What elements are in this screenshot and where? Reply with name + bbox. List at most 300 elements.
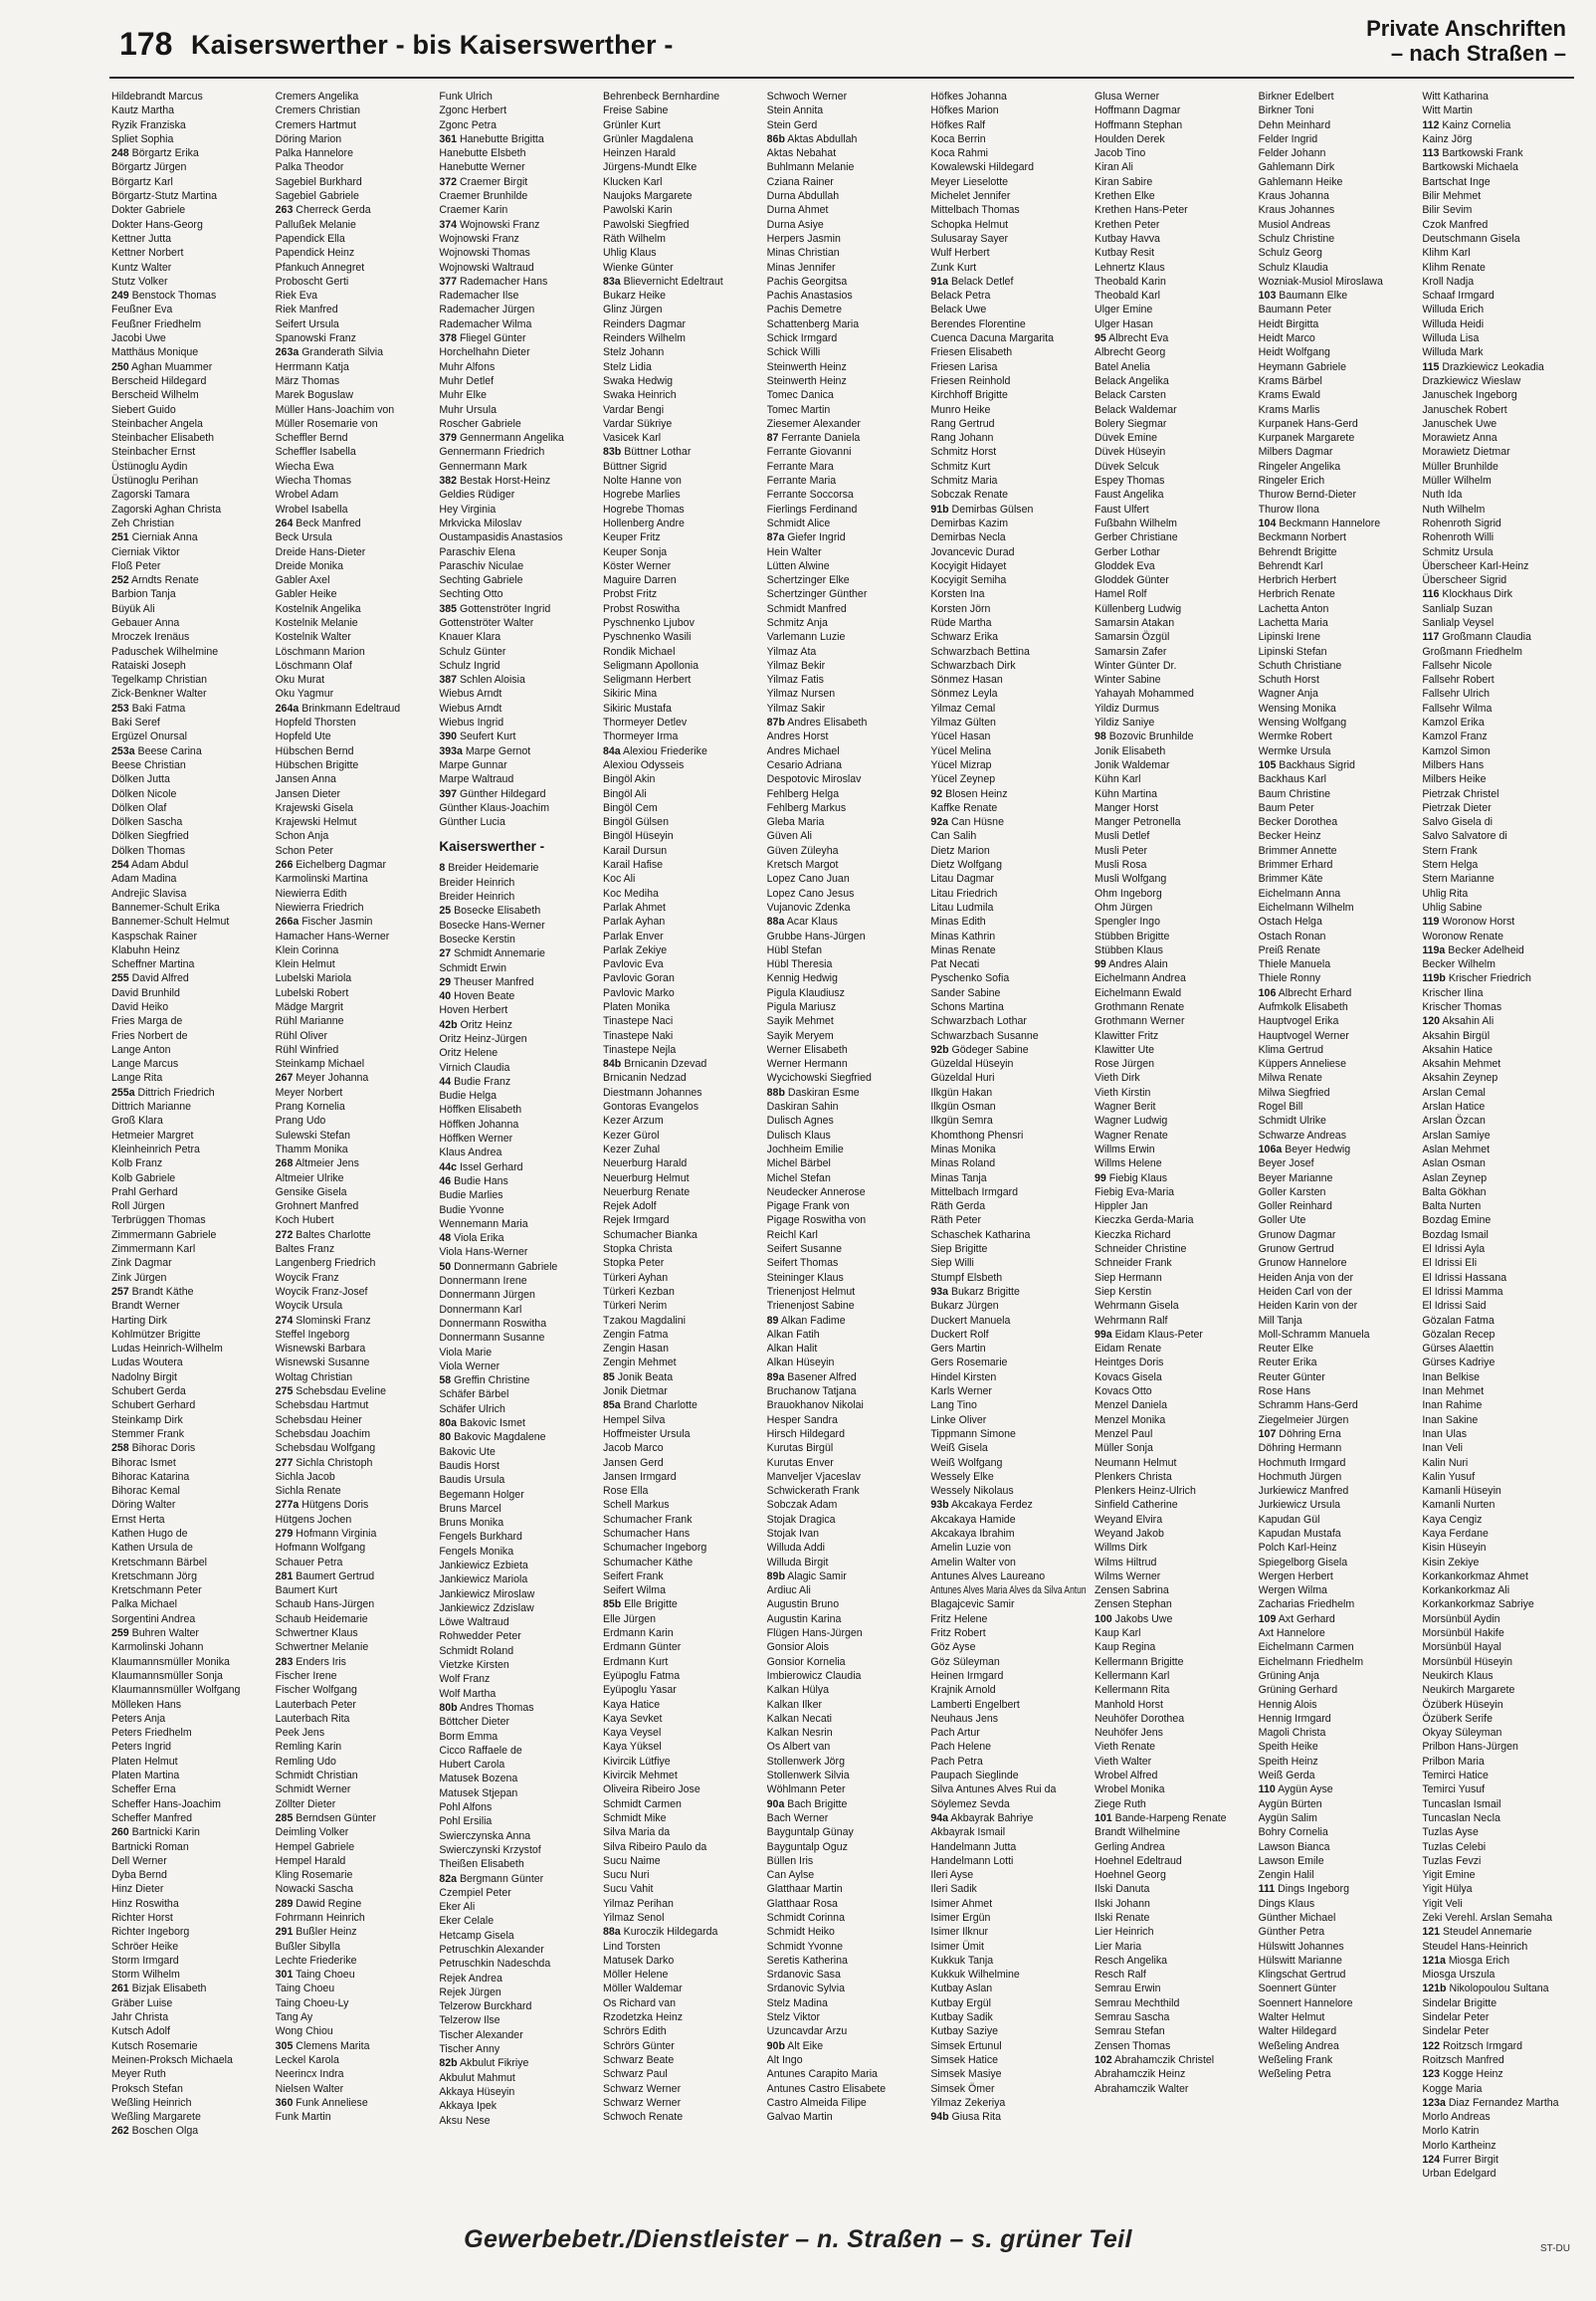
directory-entry: [111, 1413, 268, 1427]
house-number: 104: [1258, 517, 1277, 529]
directory-entry: [439, 602, 595, 616]
directory-entry: [1095, 1171, 1251, 1185]
directory-entry: [276, 261, 432, 275]
resident-name: Gözalan Fatma: [1422, 1314, 1495, 1327]
resident-name: Gottenströter Ingrid: [459, 602, 551, 615]
directory-entry: [603, 1755, 759, 1769]
directory-entry: [1422, 702, 1578, 716]
resident-name: Kennig Hedwig: [766, 972, 838, 985]
resident-name: Alkan Halit: [766, 1343, 818, 1356]
resident-name: Arslan Hatice: [1422, 1101, 1486, 1114]
resident-name: Wagner Renate: [1095, 1129, 1168, 1142]
directory-entry: [1095, 1199, 1251, 1213]
resident-name: Prang Udo: [275, 1115, 326, 1128]
resident-name: Kutbay Resit: [1095, 247, 1155, 260]
directory-entry: [1422, 189, 1578, 203]
directory-entry: [767, 1484, 923, 1498]
directory-entry: [1422, 460, 1578, 474]
directory-entry: [1259, 445, 1415, 459]
directory-entry: [1095, 503, 1251, 517]
resident-name: Jansen Dieter: [275, 787, 341, 800]
directory-entry: [276, 559, 432, 573]
resident-name: Dehn Meinhard: [1258, 118, 1331, 131]
directory-entry: [1095, 545, 1251, 559]
directory-entry: [276, 175, 432, 189]
directory-entry: [439, 1188, 595, 1202]
resident-name: Kutbay Sadik: [930, 2011, 993, 2024]
directory-entry: [276, 573, 432, 587]
resident-name: Börgartz-Stutz Martina: [111, 190, 217, 203]
resident-name: Berendes Florentine: [930, 317, 1026, 330]
resident-name: Kurutas Enver: [766, 1456, 834, 1469]
resident-name: Aksu Nese: [439, 2114, 491, 2127]
resident-name: Jankiewicz Ezbieta: [439, 1559, 528, 1571]
resident-name: Dulisch Klaus: [766, 1129, 831, 1142]
resident-name: Abrahamczik Heinz: [1095, 2068, 1186, 2081]
resident-name: Krethen Hans-Peter: [1095, 204, 1188, 217]
resident-name: Axt Gerhard: [1278, 1612, 1335, 1625]
directory-entry: [930, 1014, 1087, 1028]
resident-name: Wojnowski Waltraud: [439, 261, 534, 274]
resident-name: Fallsehr Robert: [1422, 674, 1495, 687]
resident-name: Fiebig Klaus: [1108, 1171, 1168, 1184]
directory-entry: [111, 1156, 268, 1170]
directory-entry: [1095, 1740, 1251, 1754]
resident-name: Ilski Johann: [1095, 1897, 1150, 1910]
directory-entry: [930, 1882, 1087, 1896]
resident-name: Kamzol Simon: [1422, 744, 1491, 757]
resident-name: Buhren Walter: [131, 1627, 199, 1640]
directory-entry: [1422, 1057, 1578, 1071]
directory-entry: [276, 1484, 432, 1498]
resident-name: Wehrmann Ralf: [1095, 1314, 1168, 1327]
resident-name: Gürses Kadriye: [1422, 1357, 1496, 1369]
resident-name: Demirbas Gülsen: [951, 503, 1034, 516]
directory-entry: [111, 1213, 268, 1227]
directory-entry: [111, 673, 268, 687]
directory-entry: [439, 203, 595, 217]
resident-name: Gennermann Angelika: [459, 432, 564, 445]
directory-entry: [1095, 1285, 1251, 1299]
resident-name: Bihorac Kemal: [111, 1485, 180, 1498]
directory-entry: [1422, 246, 1578, 260]
directory-entry: [1422, 118, 1578, 132]
house-number: 94b: [930, 2111, 949, 2124]
resident-name: Krams Bärbel: [1258, 374, 1322, 387]
resident-name: Akbulut Fikriye: [459, 2057, 529, 2070]
resident-name: Wisnewski Barbara: [275, 1343, 366, 1356]
resident-name: Heymann Gabriele: [1258, 360, 1346, 373]
directory-entry: [276, 104, 432, 117]
resident-name: Czok Manfred: [1422, 218, 1489, 231]
resident-name: Büttner Lothar: [624, 446, 692, 459]
directory-entry: [930, 1541, 1087, 1555]
directory-entry: [1422, 1086, 1578, 1100]
resident-name: Birkner Edelbert: [1258, 91, 1334, 103]
resident-name: Weßling Heinrich: [111, 2096, 192, 2109]
directory-entry: [767, 957, 923, 971]
resident-name: Dokter Hans-Georg: [111, 218, 203, 231]
directory-entry: [1422, 559, 1578, 573]
directory-entry: [1095, 1029, 1251, 1043]
directory-entry: [1095, 445, 1251, 459]
resident-name: Ludas Woutera: [111, 1357, 183, 1369]
directory-entry: [603, 1114, 759, 1128]
directory-entry: [276, 246, 432, 260]
resident-name: Koc Ali: [603, 873, 636, 886]
resident-name: Plenkers Christa: [1095, 1470, 1172, 1483]
directory-entry: [767, 417, 923, 431]
directory-entry: [930, 1556, 1087, 1569]
directory-entry: [767, 503, 923, 517]
resident-name: Zöllter Dieter: [275, 1797, 336, 1810]
directory-entry: [1422, 787, 1578, 801]
directory-entry: [276, 388, 432, 402]
resident-name: Januschek Uwe: [1422, 417, 1497, 430]
resident-name: Marpe Gernot: [465, 744, 531, 757]
resident-name: Gabler Heike: [275, 588, 337, 601]
directory-entry: [603, 1185, 759, 1199]
directory-entry: [1422, 1811, 1578, 1825]
directory-entry: [603, 1498, 759, 1512]
resident-name: Özüberk Serife: [1422, 1712, 1493, 1725]
resident-name: Krischer Ilina: [1422, 986, 1484, 999]
directory-entry: [276, 1427, 432, 1441]
directory-entry: [603, 1925, 759, 1939]
resident-name: Heidt Marco: [1258, 332, 1315, 345]
resident-name: Hanebutte Elsbeth: [439, 147, 526, 160]
directory-entry: [276, 957, 432, 971]
directory-entry: [1259, 1029, 1415, 1043]
directory-entry: [767, 2110, 923, 2124]
resident-name: Prahl Gerhard: [111, 1185, 178, 1198]
resident-name: Galvao Martin: [766, 2111, 833, 2124]
resident-name: Willms Helene: [1095, 1157, 1162, 1170]
resident-name: Morlo Kartheinz: [1422, 2139, 1496, 2152]
directory-entry: [1422, 1456, 1578, 1470]
resident-name: Kalin Yusuf: [1422, 1470, 1476, 1483]
resident-name: Januschek Robert: [1422, 403, 1507, 416]
resident-name: Isimer Ilknur: [930, 1926, 989, 1939]
directory-entry: [439, 1118, 595, 1132]
resident-name: Plenkers Heinz-Ulrich: [1095, 1485, 1196, 1498]
resident-name: Grubbe Hans-Jürgen: [766, 930, 866, 942]
directory-entry: [1422, 360, 1578, 374]
directory-entry: [930, 1398, 1087, 1412]
directory-entry: [1259, 1640, 1415, 1654]
resident-name: Willuda Lisa: [1422, 332, 1480, 345]
resident-name: Augustin Karina: [766, 1612, 842, 1625]
resident-name: Aksahin Ali: [1442, 1015, 1495, 1028]
resident-name: Hopfeld Ute: [275, 731, 331, 743]
directory-entry: [111, 858, 268, 872]
directory-entry: [603, 1484, 759, 1498]
directory-entry: [111, 289, 268, 303]
resident-name: Lubelski Mariola: [275, 972, 352, 985]
directory-entry: [1422, 90, 1578, 104]
resident-name: Heidt Birgitta: [1258, 317, 1319, 330]
resident-name: Musli Rosa: [1095, 859, 1147, 872]
resident-name: Wozniak-Musiol Miroslawa: [1258, 275, 1383, 288]
directory-entry: [767, 844, 923, 858]
directory-entry: [603, 445, 759, 459]
house-number: 261: [111, 1983, 129, 1995]
resident-name: Hochmuth Jürgen: [1258, 1470, 1342, 1483]
resident-name: Ilkgün Hakan: [930, 1086, 993, 1099]
directory-entry: [276, 1314, 432, 1328]
directory-entry: [439, 403, 595, 417]
resident-name: Mittelbach Thomas: [930, 204, 1020, 217]
directory-entry: [439, 160, 595, 174]
resident-name: Reinders Dagmar: [603, 317, 687, 330]
directory-entry: [1422, 1513, 1578, 1527]
resident-name: Wiecha Thomas: [275, 475, 352, 488]
directory-entry: [1422, 2010, 1578, 2024]
resident-name: Vietzke Kirsten: [439, 1659, 509, 1672]
directory-entry: [1259, 1996, 1415, 2010]
resident-name: Bosecke Kerstin: [439, 933, 515, 945]
resident-name: Sulusaray Sayer: [930, 232, 1009, 245]
resident-name: Gennermann Mark: [439, 460, 527, 473]
resident-name: Wiecha Ewa: [275, 460, 334, 473]
resident-name: Arslan Samiye: [1422, 1129, 1491, 1142]
resident-name: Hochmuth Irmgard: [1258, 1456, 1346, 1469]
directory-entry: [1259, 1427, 1415, 1441]
resident-name: Vujanovic Zdenka: [766, 901, 851, 914]
resident-name: Castro Almeida Filipe: [766, 2096, 867, 2109]
resident-name: Heiden Anja von der: [1258, 1271, 1354, 1284]
directory-entry: [111, 1811, 268, 1825]
directory-entry: [603, 687, 759, 701]
directory-entry: [1422, 1071, 1578, 1085]
directory-entry: [276, 702, 432, 716]
resident-name: Grothmann Renate: [1095, 1001, 1185, 1013]
directory-entry: [1422, 1840, 1578, 1854]
directory-entry: [1095, 1655, 1251, 1669]
directory-entry: [767, 1242, 923, 1256]
directory-entry: [767, 943, 923, 957]
house-number: 268: [275, 1157, 294, 1170]
resident-name: Faust Ulfert: [1095, 503, 1149, 516]
directory-entry: [1095, 1398, 1251, 1412]
directory-entry: [1259, 1171, 1415, 1185]
directory-entry: [1259, 602, 1415, 616]
directory-entry: [439, 488, 595, 502]
resident-name: Papendick Heinz: [275, 247, 355, 260]
house-number: 281: [275, 1569, 294, 1582]
resident-name: Hogrebe Thomas: [603, 503, 685, 516]
resident-name: Inan Mehmet: [1422, 1385, 1485, 1398]
directory-entry: [1259, 1314, 1415, 1328]
resident-name: Diestmann Johannes: [603, 1086, 702, 1099]
resident-name: Gözalan Recep: [1422, 1328, 1496, 1341]
resident-name: Krethen Elke: [1095, 190, 1155, 203]
resident-name: Mrkvicka Miloslav: [439, 517, 522, 529]
directory-entry: [603, 1043, 759, 1057]
resident-name: Karmolinski Johann: [111, 1641, 204, 1654]
directory-entry: [1422, 1825, 1578, 1839]
resident-name: Kathen Hugo de: [111, 1527, 188, 1540]
directory-entry: [603, 758, 759, 772]
resident-name: Jankiewicz Zdzislaw: [439, 1601, 534, 1614]
resident-name: Klabuhn Heinz: [111, 943, 180, 956]
resident-name: Ileri Sadik: [930, 1883, 977, 1896]
resident-name: David Heiko: [111, 1001, 169, 1013]
resident-name: Moll-Schramm Manuela: [1258, 1328, 1370, 1341]
resident-name: Roitzsch Manfred: [1422, 2053, 1504, 2066]
resident-name: Bestak Horst-Heinz: [459, 475, 551, 488]
resident-name: Hütgens Jochen: [275, 1513, 352, 1526]
directory-entry: [767, 758, 923, 772]
directory-entry: [276, 1569, 432, 1583]
resident-name: Vieth Kirstin: [1095, 1086, 1151, 1099]
resident-name: Kukkuk Tanja: [930, 1954, 994, 1967]
directory-entry: [930, 844, 1087, 858]
directory-entry: [603, 189, 759, 203]
resident-name: Os Albert van: [766, 1741, 831, 1754]
directory-entry: [930, 1185, 1087, 1199]
directory-entry: [603, 517, 759, 530]
directory-entry: [1422, 645, 1578, 659]
directory-entry: [1095, 1597, 1251, 1611]
resident-name: Schon Anja: [275, 830, 329, 843]
directory-entry: [930, 971, 1087, 985]
directory-entry: [111, 189, 268, 203]
directory-entry: [111, 1513, 268, 1527]
resident-name: Steudel Annemarie: [1442, 1926, 1532, 1939]
directory-entry: [767, 2010, 923, 2024]
directory-entry: [1095, 986, 1251, 1000]
resident-name: Wrobel Isabella: [275, 503, 348, 516]
directory-entry: [930, 545, 1087, 559]
directory-entry: [1259, 1199, 1415, 1213]
resident-name: Lawson Emile: [1258, 1854, 1324, 1867]
directory-entry: [603, 503, 759, 517]
resident-name: Seifert Susanne: [766, 1243, 843, 1256]
directory-entry: [930, 943, 1087, 957]
resident-name: Mölleken Hans: [111, 1698, 182, 1711]
resident-name: Stollenwerk Jörg: [766, 1755, 845, 1768]
directory-entry: [1259, 1911, 1415, 1925]
resident-name: Hein Walter: [766, 545, 822, 558]
resident-name: Eker Ali: [439, 1901, 476, 1914]
resident-name: Yilmaz Gülten: [930, 717, 996, 730]
resident-name: Güzeldal Hüseyin: [930, 1058, 1014, 1071]
directory-entry: [439, 1672, 595, 1686]
resident-name: Minas Edith: [930, 916, 986, 929]
directory-entry: [1259, 1299, 1415, 1313]
directory-entry: [1422, 1541, 1578, 1555]
directory-entry: [1095, 246, 1251, 260]
directory-entry: [930, 345, 1087, 359]
directory-entry: [276, 801, 432, 815]
resident-name: Bakovic Magdalene: [454, 1431, 546, 1444]
resident-name: Eyüpoglu Yasar: [603, 1684, 677, 1697]
directory-entry: [767, 1868, 923, 1882]
directory-entry: [1095, 858, 1251, 872]
directory-entry: [111, 716, 268, 730]
resident-name: Ringeler Angelika: [1258, 460, 1341, 473]
resident-name: Kiran Ali: [1095, 161, 1133, 174]
resident-name: Weiß Gisela: [930, 1442, 988, 1455]
directory-entry: [276, 1384, 432, 1398]
resident-name: Witt Katharina: [1422, 91, 1489, 103]
directory-entry: [767, 1583, 923, 1597]
directory-entry: [1259, 1612, 1415, 1626]
directory-entry: [603, 1840, 759, 1854]
resident-name: Stelz Madina: [766, 1996, 828, 2009]
resident-name: Keuper Fritz: [603, 531, 661, 544]
directory-entry: [603, 90, 759, 104]
directory-entry: [111, 930, 268, 943]
resident-name: Akbulut Mahmut: [439, 2071, 515, 2084]
resident-name: Sobczak Renate: [930, 489, 1009, 502]
directory-entry: [1095, 2010, 1251, 2024]
directory-entry: [767, 1597, 923, 1611]
directory-entry: [1422, 758, 1578, 772]
resident-name: Möller Helene: [603, 1969, 669, 1982]
directory-entry: [930, 559, 1087, 573]
directory-entry: [930, 2053, 1087, 2067]
resident-name: El Idrissi Eli: [1422, 1257, 1478, 1270]
resident-name: Schwarz Erika: [930, 631, 999, 644]
directory-entry: [111, 1328, 268, 1342]
directory-entry: [1095, 1014, 1251, 1028]
resident-name: Schneider Christine: [1095, 1243, 1187, 1256]
resident-name: Glinz Jürgen: [603, 304, 663, 316]
resident-name: Jochheim Emilie: [766, 1143, 844, 1155]
directory-entry: [439, 1929, 595, 1943]
directory-entry: [1259, 872, 1415, 886]
directory-entry: [603, 203, 759, 217]
resident-name: Schmidt Manfred: [766, 602, 847, 615]
directory-entry: [1259, 1086, 1415, 1100]
directory-entry: [439, 303, 595, 316]
directory-entry: [1095, 488, 1251, 502]
resident-name: Zeh Christian: [111, 517, 174, 529]
directory-entry: [603, 1213, 759, 1227]
directory-entry: [1259, 1356, 1415, 1369]
directory-entry: [1095, 1484, 1251, 1498]
directory-entry: [603, 1271, 759, 1285]
resident-name: Magoli Christa: [1258, 1727, 1326, 1740]
directory-entry: [276, 1982, 432, 1995]
directory-entry: [930, 915, 1087, 929]
directory-entry: [930, 1825, 1087, 1839]
directory-entry: [1422, 1114, 1578, 1128]
resident-name: Hempel Silva: [603, 1413, 666, 1426]
resident-name: Cierniak Anna: [131, 531, 198, 544]
directory-entry: [111, 815, 268, 829]
resident-name: Durna Abdullah: [766, 190, 840, 203]
directory-entry: [930, 730, 1087, 743]
resident-name: Bruns Monika: [439, 1517, 504, 1530]
resident-name: Schumacher Ingeborg: [603, 1542, 707, 1555]
directory-entry: [1095, 417, 1251, 431]
resident-name: Döhring Hermann: [1258, 1442, 1342, 1455]
house-number: 94a: [930, 1811, 949, 1824]
directory-entry: [930, 1356, 1087, 1369]
directory-entry: [111, 559, 268, 573]
directory-entry: [767, 1683, 923, 1697]
directory-entry: [276, 1129, 432, 1143]
resident-name: Morsünbül Hayal: [1422, 1641, 1501, 1654]
directory-entry: [111, 1285, 268, 1299]
resident-name: Probst Fritz: [603, 588, 658, 601]
resident-name: Baum Christine: [1258, 787, 1331, 800]
directory-entry: [111, 1968, 268, 1982]
directory-entry: [603, 587, 759, 601]
